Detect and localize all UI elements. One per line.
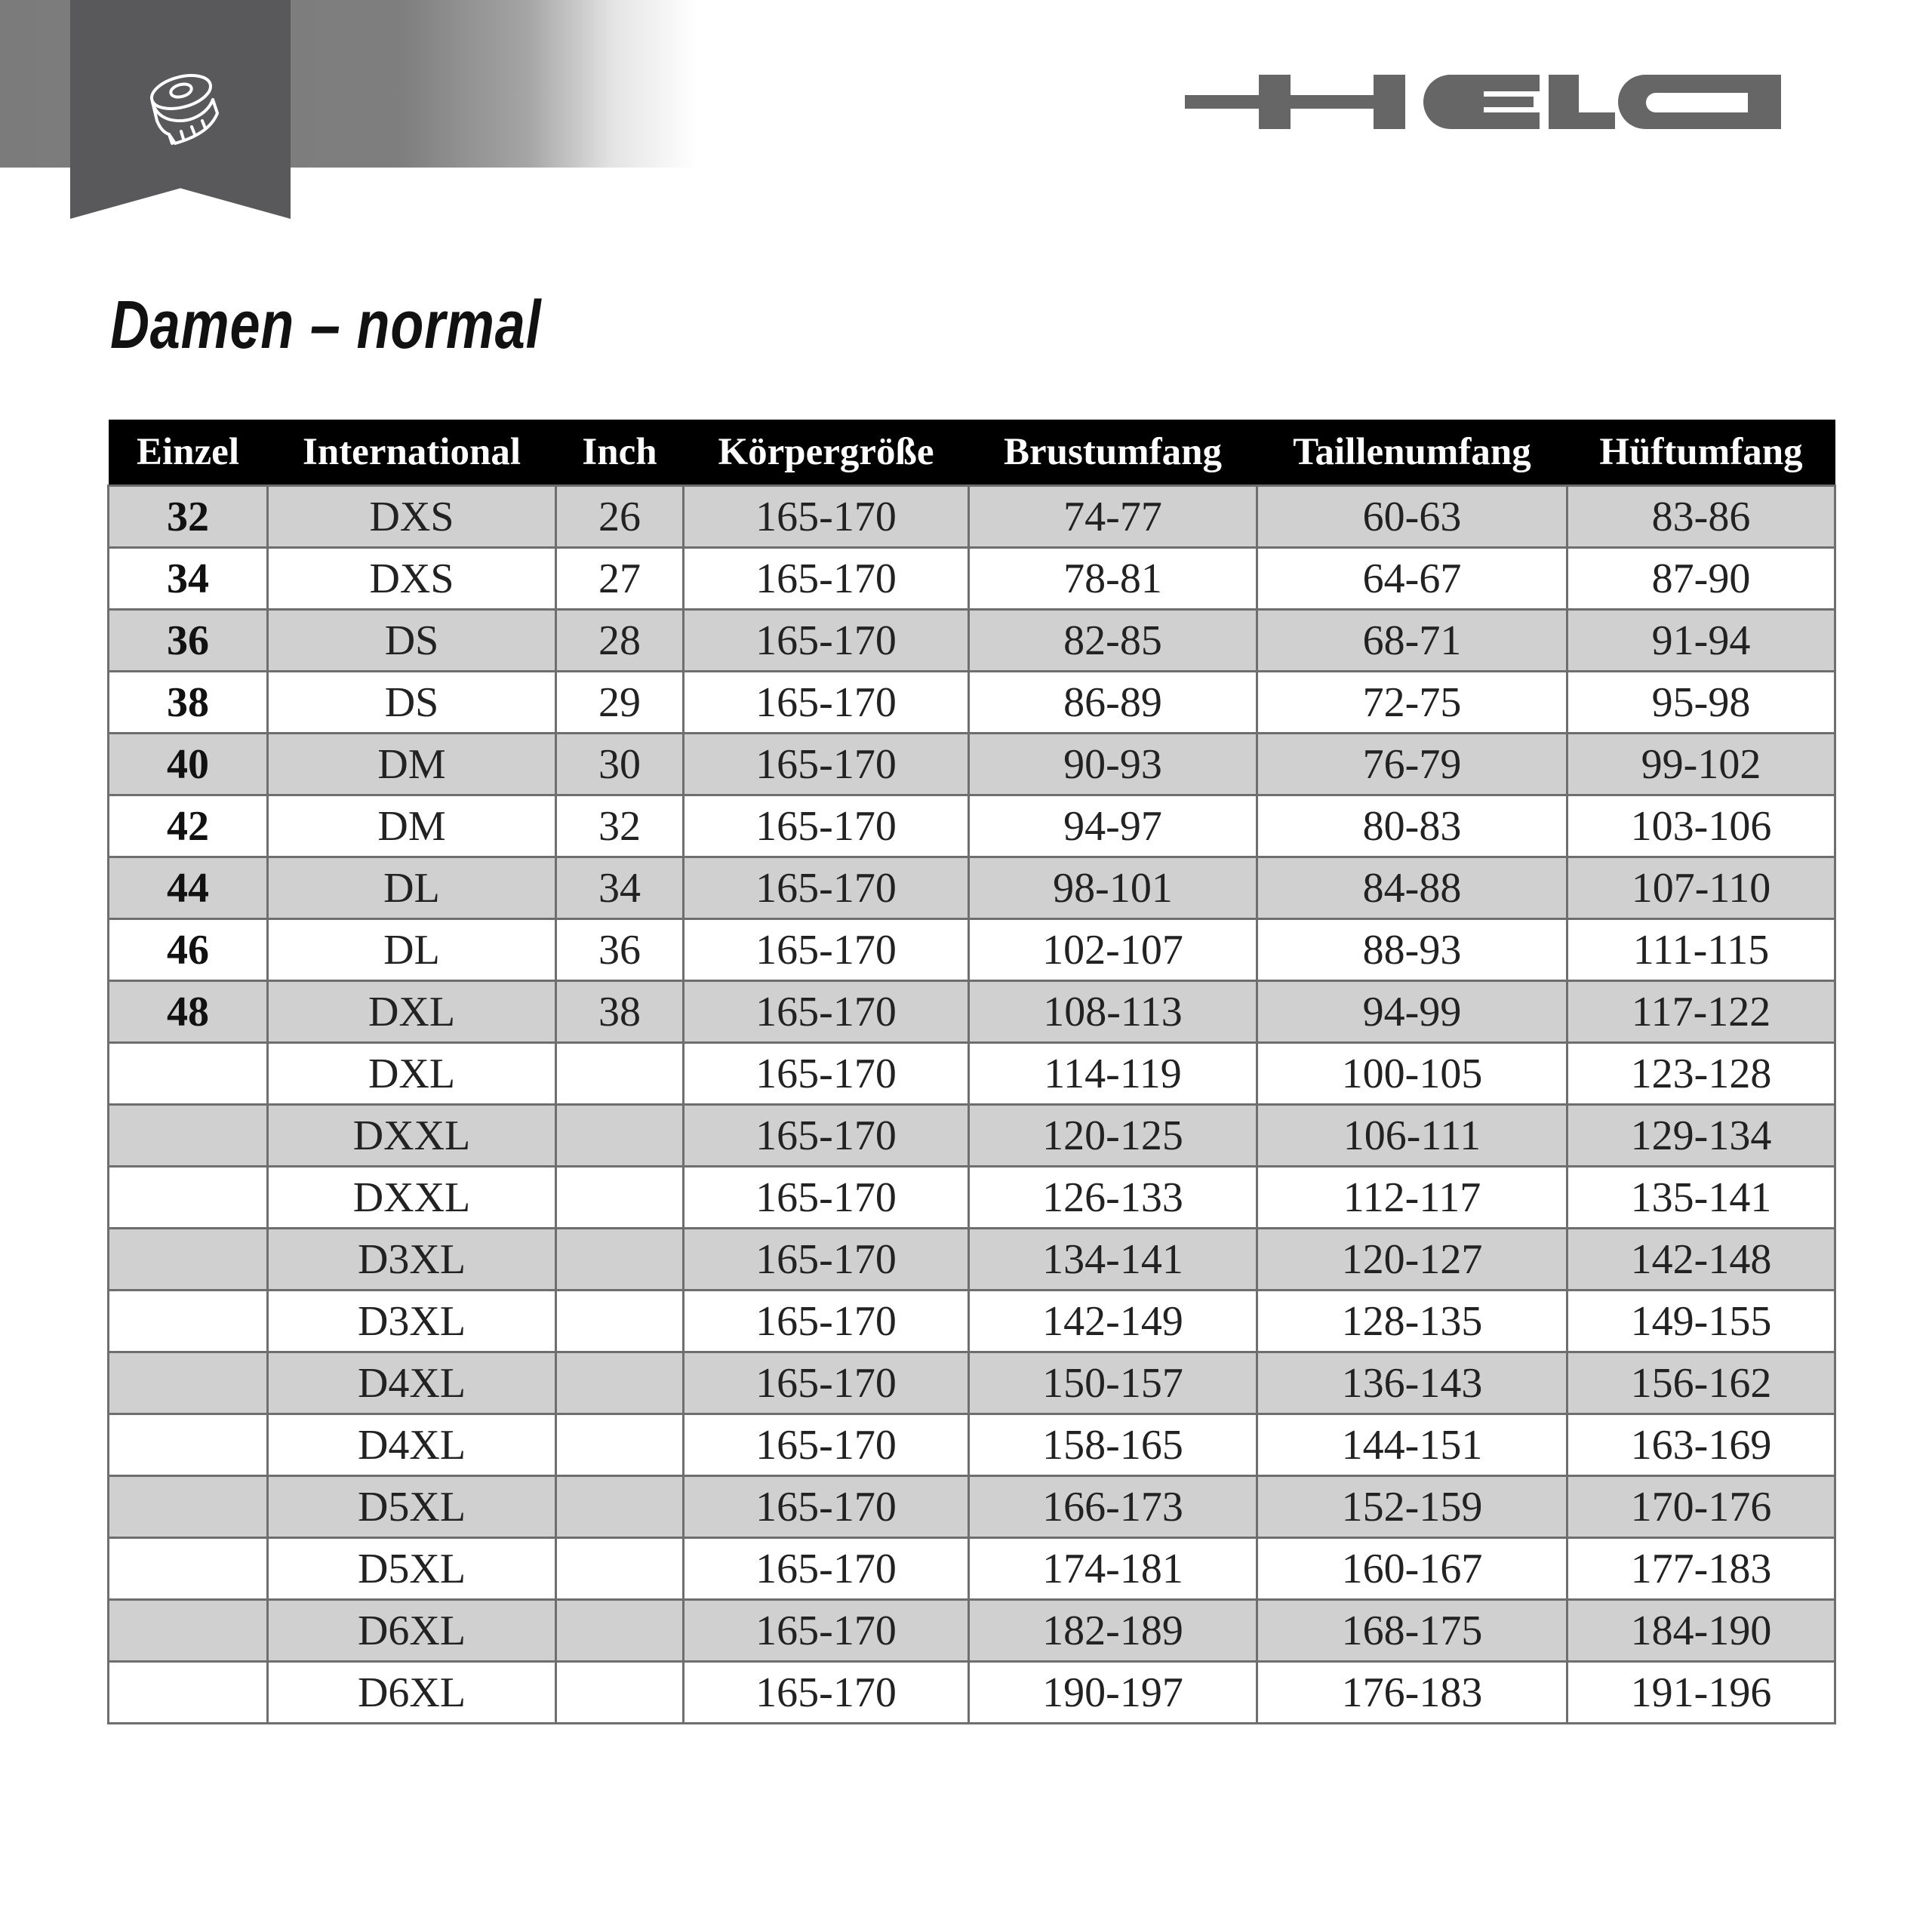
table-cell-einzel bbox=[109, 1043, 268, 1105]
table-cell-international: DM bbox=[268, 795, 556, 857]
table-cell-koerpergroesse: 165-170 bbox=[684, 610, 969, 672]
table-cell-international: DXXL bbox=[268, 1105, 556, 1167]
table-cell-hueftumfang: 117-122 bbox=[1567, 981, 1835, 1043]
table-row bbox=[109, 1291, 1835, 1352]
table-cell-inch bbox=[556, 1662, 684, 1724]
column-header-koerpergroesse: Körpergröße bbox=[684, 420, 969, 486]
table-cell-hueftumfang: 177-183 bbox=[1567, 1538, 1835, 1600]
table-cell-inch bbox=[556, 1105, 684, 1167]
table-cell-inch bbox=[556, 1414, 684, 1476]
table-cell-hueftumfang: 123-128 bbox=[1567, 1043, 1835, 1105]
table-cell-inch: 32 bbox=[556, 795, 684, 857]
table-cell-hueftumfang: 142-148 bbox=[1567, 1229, 1835, 1291]
table-cell-inch bbox=[556, 1352, 684, 1414]
table-cell-international: DXS bbox=[268, 486, 556, 548]
table-row bbox=[109, 1662, 1835, 1724]
table-cell-inch: 27 bbox=[556, 548, 684, 610]
table-header-row bbox=[109, 420, 1835, 486]
table-cell-international: D5XL bbox=[268, 1476, 556, 1538]
table-cell-brustumfang: 74-77 bbox=[969, 486, 1257, 548]
table-cell-taillenumfang: 144-151 bbox=[1257, 1414, 1567, 1476]
table-cell-koerpergroesse: 165-170 bbox=[684, 1414, 969, 1476]
table-cell-koerpergroesse: 165-170 bbox=[684, 919, 969, 981]
size-chart-table bbox=[107, 420, 1836, 1724]
table-cell-einzel: 36 bbox=[109, 610, 268, 672]
table-cell-international: D5XL bbox=[268, 1538, 556, 1600]
table-cell-international: DXL bbox=[268, 981, 556, 1043]
table-cell-einzel bbox=[109, 1291, 268, 1352]
table-cell-taillenumfang: 128-135 bbox=[1257, 1291, 1567, 1352]
table-cell-brustumfang: 126-133 bbox=[969, 1167, 1257, 1229]
table-cell-koerpergroesse: 165-170 bbox=[684, 1600, 969, 1662]
table-cell-brustumfang: 120-125 bbox=[969, 1105, 1257, 1167]
table-cell-hueftumfang: 163-169 bbox=[1567, 1414, 1835, 1476]
table-cell-taillenumfang: 60-63 bbox=[1257, 486, 1567, 548]
table-cell-taillenumfang: 100-105 bbox=[1257, 1043, 1567, 1105]
table-cell-koerpergroesse: 165-170 bbox=[684, 1291, 969, 1352]
table-cell-taillenumfang: 88-93 bbox=[1257, 919, 1567, 981]
table-cell-einzel bbox=[109, 1229, 268, 1291]
table-cell-einzel: 34 bbox=[109, 548, 268, 610]
table-cell-einzel: 40 bbox=[109, 734, 268, 795]
table-row bbox=[109, 1167, 1835, 1229]
table-cell-inch: 38 bbox=[556, 981, 684, 1043]
measuring-tape-icon bbox=[143, 68, 226, 151]
table-cell-international: DS bbox=[268, 672, 556, 734]
table-row bbox=[109, 734, 1835, 795]
table-row bbox=[109, 919, 1835, 981]
table-cell-brustumfang: 166-173 bbox=[969, 1476, 1257, 1538]
table-cell-international: D6XL bbox=[268, 1600, 556, 1662]
table-body bbox=[109, 486, 1835, 1724]
table-cell-einzel bbox=[109, 1662, 268, 1724]
table-row bbox=[109, 857, 1835, 919]
table-cell-brustumfang: 150-157 bbox=[969, 1352, 1257, 1414]
table-cell-hueftumfang: 149-155 bbox=[1567, 1291, 1835, 1352]
table-row bbox=[109, 1105, 1835, 1167]
table-cell-brustumfang: 78-81 bbox=[969, 548, 1257, 610]
table-cell-brustumfang: 158-165 bbox=[969, 1414, 1257, 1476]
table-cell-koerpergroesse: 165-170 bbox=[684, 1662, 969, 1724]
table-cell-international: D4XL bbox=[268, 1352, 556, 1414]
table-cell-koerpergroesse: 165-170 bbox=[684, 1538, 969, 1600]
table-row bbox=[109, 1229, 1835, 1291]
table-cell-inch: 36 bbox=[556, 919, 684, 981]
table-cell-hueftumfang: 95-98 bbox=[1567, 672, 1835, 734]
table-row bbox=[109, 672, 1835, 734]
table-row bbox=[109, 1476, 1835, 1538]
table-cell-hueftumfang: 135-141 bbox=[1567, 1167, 1835, 1229]
table-cell-einzel: 38 bbox=[109, 672, 268, 734]
table-row bbox=[109, 1352, 1835, 1414]
table-cell-koerpergroesse: 165-170 bbox=[684, 734, 969, 795]
column-header-hueftumfang: Hüftumfang bbox=[1567, 420, 1835, 486]
table-row bbox=[109, 548, 1835, 610]
table-cell-inch bbox=[556, 1229, 684, 1291]
table-cell-taillenumfang: 68-71 bbox=[1257, 610, 1567, 672]
table-cell-international: D3XL bbox=[268, 1291, 556, 1352]
column-header-taillenumfang: Taillenumfang bbox=[1257, 420, 1567, 486]
column-header-inch: Inch bbox=[556, 420, 684, 486]
table-cell-einzel: 44 bbox=[109, 857, 268, 919]
table-cell-international: DXS bbox=[268, 548, 556, 610]
table-cell-international: D3XL bbox=[268, 1229, 556, 1291]
table-cell-taillenumfang: 64-67 bbox=[1257, 548, 1567, 610]
table-cell-inch bbox=[556, 1600, 684, 1662]
table-row bbox=[109, 1414, 1835, 1476]
table-cell-inch: 28 bbox=[556, 610, 684, 672]
table-cell-brustumfang: 174-181 bbox=[969, 1538, 1257, 1600]
table-cell-hueftumfang: 99-102 bbox=[1567, 734, 1835, 795]
table-cell-inch: 30 bbox=[556, 734, 684, 795]
table-cell-taillenumfang: 72-75 bbox=[1257, 672, 1567, 734]
table-cell-brustumfang: 86-89 bbox=[969, 672, 1257, 734]
table-cell-brustumfang: 102-107 bbox=[969, 919, 1257, 981]
table-row bbox=[109, 981, 1835, 1043]
table-cell-hueftumfang: 87-90 bbox=[1567, 548, 1835, 610]
table-cell-hueftumfang: 107-110 bbox=[1567, 857, 1835, 919]
table-cell-inch bbox=[556, 1291, 684, 1352]
table-cell-hueftumfang: 156-162 bbox=[1567, 1352, 1835, 1414]
table-cell-einzel bbox=[109, 1538, 268, 1600]
table-cell-inch bbox=[556, 1167, 684, 1229]
table-cell-brustumfang: 108-113 bbox=[969, 981, 1257, 1043]
table-cell-international: DM bbox=[268, 734, 556, 795]
table-row bbox=[109, 610, 1835, 672]
table-row bbox=[109, 1043, 1835, 1105]
table-cell-brustumfang: 190-197 bbox=[969, 1662, 1257, 1724]
table-cell-hueftumfang: 191-196 bbox=[1567, 1662, 1835, 1724]
table-cell-international: DS bbox=[268, 610, 556, 672]
table-cell-taillenumfang: 176-183 bbox=[1257, 1662, 1567, 1724]
table-cell-inch: 34 bbox=[556, 857, 684, 919]
table-cell-taillenumfang: 106-111 bbox=[1257, 1105, 1567, 1167]
table-row bbox=[109, 1600, 1835, 1662]
table-cell-international: DXXL bbox=[268, 1167, 556, 1229]
table-cell-international: DL bbox=[268, 857, 556, 919]
table-cell-hueftumfang: 83-86 bbox=[1567, 486, 1835, 548]
table-cell-taillenumfang: 84-88 bbox=[1257, 857, 1567, 919]
table-cell-koerpergroesse: 165-170 bbox=[684, 1167, 969, 1229]
table-cell-hueftumfang: 103-106 bbox=[1567, 795, 1835, 857]
brand-logo bbox=[1185, 72, 1781, 132]
table-cell-koerpergroesse: 165-170 bbox=[684, 1229, 969, 1291]
page-title: Damen – normal bbox=[110, 288, 542, 363]
table-cell-einzel bbox=[109, 1476, 268, 1538]
table-cell-einzel bbox=[109, 1167, 268, 1229]
table-cell-einzel bbox=[109, 1600, 268, 1662]
table-cell-koerpergroesse: 165-170 bbox=[684, 1476, 969, 1538]
table-cell-taillenumfang: 112-117 bbox=[1257, 1167, 1567, 1229]
table-cell-einzel: 42 bbox=[109, 795, 268, 857]
table-cell-brustumfang: 142-149 bbox=[969, 1291, 1257, 1352]
table-row bbox=[109, 1538, 1835, 1600]
table-row bbox=[109, 486, 1835, 548]
table-row bbox=[109, 795, 1835, 857]
table-cell-koerpergroesse: 165-170 bbox=[684, 486, 969, 548]
table-cell-brustumfang: 90-93 bbox=[969, 734, 1257, 795]
table-cell-international: DL bbox=[268, 919, 556, 981]
table-cell-taillenumfang: 136-143 bbox=[1257, 1352, 1567, 1414]
table-cell-einzel bbox=[109, 1105, 268, 1167]
table-cell-inch bbox=[556, 1538, 684, 1600]
table-cell-taillenumfang: 160-167 bbox=[1257, 1538, 1567, 1600]
table-cell-taillenumfang: 80-83 bbox=[1257, 795, 1567, 857]
table-cell-koerpergroesse: 165-170 bbox=[684, 548, 969, 610]
table-cell-koerpergroesse: 165-170 bbox=[684, 857, 969, 919]
table-cell-inch: 29 bbox=[556, 672, 684, 734]
table-cell-hueftumfang: 111-115 bbox=[1567, 919, 1835, 981]
table-cell-taillenumfang: 120-127 bbox=[1257, 1229, 1567, 1291]
table-cell-inch: 26 bbox=[556, 486, 684, 548]
table-cell-brustumfang: 94-97 bbox=[969, 795, 1257, 857]
table-cell-brustumfang: 98-101 bbox=[969, 857, 1257, 919]
table-cell-koerpergroesse: 165-170 bbox=[684, 672, 969, 734]
table-cell-koerpergroesse: 165-170 bbox=[684, 1105, 969, 1167]
column-header-brustumfang: Brustumfang bbox=[969, 420, 1257, 486]
table-cell-hueftumfang: 184-190 bbox=[1567, 1600, 1835, 1662]
table-cell-einzel bbox=[109, 1352, 268, 1414]
table-cell-taillenumfang: 168-175 bbox=[1257, 1600, 1567, 1662]
table-cell-koerpergroesse: 165-170 bbox=[684, 1352, 969, 1414]
table-cell-brustumfang: 114-119 bbox=[969, 1043, 1257, 1105]
table-cell-international: D6XL bbox=[268, 1662, 556, 1724]
table-cell-taillenumfang: 152-159 bbox=[1257, 1476, 1567, 1538]
table-cell-international: D4XL bbox=[268, 1414, 556, 1476]
table-cell-taillenumfang: 94-99 bbox=[1257, 981, 1567, 1043]
table-cell-inch bbox=[556, 1476, 684, 1538]
table-cell-einzel: 46 bbox=[109, 919, 268, 981]
table-cell-koerpergroesse: 165-170 bbox=[684, 981, 969, 1043]
table-cell-einzel bbox=[109, 1414, 268, 1476]
table-cell-hueftumfang: 91-94 bbox=[1567, 610, 1835, 672]
table-cell-einzel: 48 bbox=[109, 981, 268, 1043]
table-cell-koerpergroesse: 165-170 bbox=[684, 1043, 969, 1105]
table-cell-brustumfang: 134-141 bbox=[969, 1229, 1257, 1291]
table-cell-international: DXL bbox=[268, 1043, 556, 1105]
table-cell-hueftumfang: 170-176 bbox=[1567, 1476, 1835, 1538]
table-cell-einzel: 32 bbox=[109, 486, 268, 548]
column-header-international: International bbox=[268, 420, 556, 486]
table-cell-koerpergroesse: 165-170 bbox=[684, 795, 969, 857]
table-cell-taillenumfang: 76-79 bbox=[1257, 734, 1567, 795]
table-cell-brustumfang: 82-85 bbox=[969, 610, 1257, 672]
column-header-einzel: Einzel bbox=[109, 420, 268, 486]
table-cell-brustumfang: 182-189 bbox=[969, 1600, 1257, 1662]
table-cell-hueftumfang: 129-134 bbox=[1567, 1105, 1835, 1167]
table-cell-inch bbox=[556, 1043, 684, 1105]
